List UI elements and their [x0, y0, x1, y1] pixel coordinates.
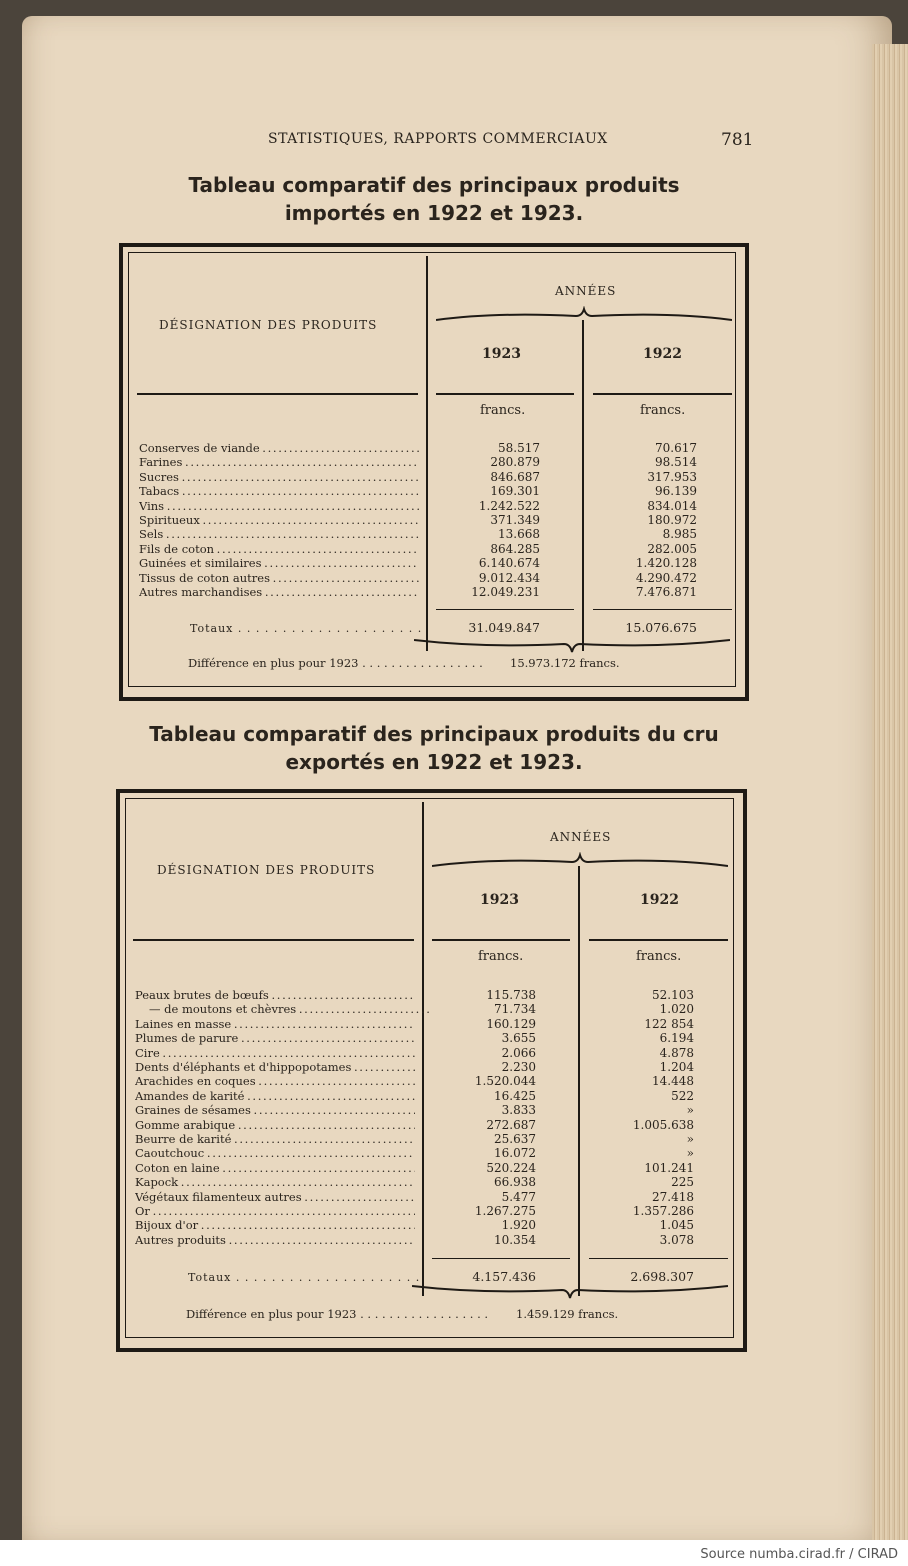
product-name: Autres marchandises . . . — [139, 585, 419, 599]
table-row — [139, 556, 705, 570]
table2-unit-1923: francs. — [478, 949, 524, 964]
value-1923: 66.938 — [494, 1175, 536, 1190]
table-row — [135, 1031, 702, 1045]
table1-years-brace — [436, 306, 732, 326]
value-1922: 1.357.286 — [632, 1204, 694, 1218]
value-1922: 14.448 — [652, 1074, 694, 1089]
table-row — [135, 1218, 702, 1232]
value-1922: 52.103 — [652, 988, 694, 1002]
table-row — [135, 1002, 702, 1016]
value-1922: 96.139 — [655, 484, 697, 499]
table2-years-brace — [432, 852, 728, 872]
value-1922: 8.985 — [662, 527, 697, 542]
table-row — [139, 455, 705, 469]
value-1922: 1.420.128 — [635, 556, 697, 571]
product-name: Cire . . . — [135, 1046, 415, 1060]
table1-unit-1922: francs. — [640, 403, 686, 418]
table-row — [135, 1046, 702, 1060]
value-1922: 1.045 — [659, 1218, 694, 1233]
table1-year-1923: 1923 — [482, 346, 521, 362]
value-1922: 6.194 — [659, 1031, 694, 1046]
value-1923: 12.049.231 — [471, 585, 540, 599]
value-1923: 58.517 — [498, 441, 540, 455]
product-name: Végétaux filamenteux autres . . . — [135, 1190, 415, 1204]
product-name: Or . . . — [135, 1204, 415, 1218]
table-row — [139, 527, 705, 541]
table-row — [139, 585, 705, 599]
table2-year-1922: 1922 — [640, 892, 679, 908]
table-row — [135, 1089, 702, 1103]
table-row — [135, 1074, 702, 1088]
product-name: Beurre de karité . . . — [135, 1132, 415, 1146]
value-1923: 6.140.674 — [478, 556, 540, 571]
table1-year-1922: 1922 — [643, 346, 682, 362]
value-1923: 71.734 — [494, 1002, 536, 1017]
table2-difference-value: 1.459.129 francs. — [516, 1307, 619, 1321]
value-1922: 834.014 — [647, 498, 697, 513]
table2-title-line1: Tableau comparatif des principaux produits du cru — [149, 722, 719, 746]
table-row — [139, 499, 705, 513]
value-1923: 115.738 — [486, 988, 536, 1002]
value-1922: 4.290.472 — [635, 570, 697, 585]
value-1922: 122 854 — [644, 1016, 694, 1031]
table1-header-rule-2 — [436, 393, 574, 395]
table1-total-1922: 15.076.675 — [625, 620, 697, 635]
value-1923: 846.687 — [490, 469, 540, 484]
value-1922: 7.476.871 — [635, 585, 697, 599]
value-1922: 282.005 — [647, 541, 697, 556]
value-1923: 1.242.522 — [478, 498, 540, 513]
value-1923: 16.425 — [494, 1088, 536, 1103]
table1-difference: Différence en plus pour 1923 . . . . . . . . . . . . . . . . . — [188, 656, 483, 670]
value-1923: 169.301 — [490, 484, 540, 499]
value-1923: 10.354 — [494, 1232, 536, 1247]
product-name: Guinées et similaires . . . — [139, 556, 419, 570]
product-name: Plumes de parure . . . — [135, 1031, 415, 1045]
value-1922: 1.204 — [659, 1060, 694, 1074]
value-1923: 272.687 — [486, 1117, 536, 1132]
table1-title-line1: Tableau comparatif des principaux produits — [188, 173, 680, 197]
value-1922: » — [686, 1132, 694, 1146]
table1-header-rule-3 — [593, 393, 732, 395]
value-1923: 13.668 — [498, 527, 540, 542]
table-row — [139, 513, 705, 527]
table2-total-label: Totaux . . . . . . . . . . . . . . . . . . . . . — [188, 1271, 421, 1284]
product-name: — de moutons et chèvres . . . — [135, 1002, 429, 1016]
table-row — [135, 1233, 702, 1247]
value-1923: 1.267.275 — [474, 1204, 536, 1218]
table2-total-1922: 2.698.307 — [630, 1269, 694, 1284]
product-name: Autres produits . . . — [135, 1233, 415, 1247]
value-1922: 70.617 — [655, 441, 697, 455]
table1-title-line2: importés en 1922 et 1923. — [284, 201, 584, 225]
value-1923: 25.637 — [494, 1132, 536, 1146]
value-1923: 371.349 — [490, 513, 540, 527]
table-row — [135, 1118, 702, 1132]
product-name: Spiritueux . . . — [139, 513, 419, 527]
table2-header-rule-3 — [589, 939, 728, 941]
table1-total-1923: 31.049.847 — [468, 620, 540, 635]
value-1922: 3.078 — [659, 1232, 694, 1247]
product-name: Amandes de karité . . . — [135, 1089, 415, 1103]
page-number: 781 — [721, 130, 754, 150]
table2-header-rule-1 — [133, 939, 414, 941]
table1-designation-header: DÉSIGNATION DES PRODUITS — [159, 318, 378, 332]
product-name: Tabacs . . . — [139, 484, 419, 498]
value-1923: 5.477 — [501, 1189, 536, 1204]
table-row — [139, 542, 705, 556]
table2-years-header: ANNÉES — [550, 830, 612, 844]
table-row — [139, 441, 705, 455]
value-1923: 2.230 — [501, 1060, 536, 1074]
product-name: Sucres . . . — [139, 470, 419, 484]
table1-unit-1923: francs. — [480, 403, 526, 418]
value-1922: 180.972 — [647, 513, 697, 527]
value-1922: 101.241 — [644, 1160, 694, 1175]
value-1923: 3.655 — [501, 1031, 536, 1046]
table2-header-rule-2 — [432, 939, 570, 941]
value-1923: 1.920 — [501, 1218, 536, 1233]
table1-total-rule-1 — [436, 609, 574, 610]
product-name: Coton en laine . . . — [135, 1161, 415, 1175]
product-name: Conserves de viande . . . — [139, 441, 419, 455]
product-name: Sels . . . — [139, 527, 419, 541]
value-1922: 317.953 — [647, 469, 697, 484]
table-row — [139, 470, 705, 484]
table1-total-brace — [414, 636, 730, 654]
table2-total-rule-2 — [589, 1258, 728, 1259]
table1-total-rule-2 — [593, 609, 732, 610]
table-row — [135, 1132, 702, 1146]
table2-difference: Différence en plus pour 1923 . . . . . . . . . . . . . . . . . . — [186, 1307, 489, 1321]
table2-total-brace — [412, 1282, 728, 1300]
table2-total-1923: 4.157.436 — [472, 1269, 536, 1284]
value-1922: 522 — [671, 1088, 694, 1103]
table-row — [135, 1161, 702, 1175]
value-1923: 3.833 — [501, 1103, 536, 1118]
product-name: Tissus de coton autres . . . — [139, 571, 419, 585]
value-1922: 27.418 — [652, 1189, 694, 1204]
value-1922: 1.005.638 — [632, 1117, 694, 1132]
table1-years-header: ANNÉES — [555, 284, 617, 298]
product-name: Bijoux d'or . . . — [135, 1218, 415, 1232]
product-name: Caoutchouc . . . — [135, 1146, 415, 1160]
value-1922: » — [686, 1146, 694, 1161]
value-1923: 864.285 — [490, 541, 540, 556]
table-row — [135, 1175, 702, 1189]
value-1922: 98.514 — [655, 455, 697, 470]
table2-total-rule-1 — [432, 1258, 570, 1259]
table-row — [139, 484, 705, 498]
table-row — [139, 571, 705, 585]
product-name: Gomme arabique . . . — [135, 1118, 415, 1132]
product-name: Arachides en coques . . . — [135, 1074, 415, 1088]
value-1923: 1.520.044 — [474, 1074, 536, 1089]
table2-designation-header: DÉSIGNATION DES PRODUITS — [157, 863, 376, 877]
value-1923: 2.066 — [501, 1045, 536, 1060]
value-1922: 4.878 — [659, 1045, 694, 1060]
product-name: Laines en masse . . . — [135, 1017, 415, 1031]
product-name: Kapock . . . — [135, 1175, 415, 1189]
table-row — [135, 988, 702, 1002]
source-credit: Source numba.cirad.fr / CIRAD — [700, 1547, 898, 1562]
value-1923: 520.224 — [486, 1160, 536, 1175]
running-head: STATISTIQUES, RAPPORTS COMMERCIAUX — [268, 131, 608, 147]
table-row — [135, 1190, 702, 1204]
product-name: Vins . . . — [139, 499, 419, 513]
table1-difference-value: 15.973.172 francs. — [510, 656, 620, 670]
product-name: Farines . . . — [139, 455, 419, 469]
value-1922: 225 — [671, 1175, 694, 1190]
value-1922: » — [686, 1103, 694, 1118]
table2-title-line2: exportés en 1922 et 1923. — [285, 750, 583, 774]
table2-unit-1922: francs. — [636, 949, 682, 964]
product-name: Fils de coton . . . — [139, 542, 419, 556]
product-name: Graines de sésames . . . — [135, 1103, 415, 1117]
table-row — [135, 1146, 702, 1160]
table-row — [135, 1060, 702, 1074]
product-name: Peaux brutes de bœufs . . . — [135, 988, 415, 1002]
table-row — [135, 1017, 702, 1031]
page-edges — [872, 44, 908, 1540]
value-1923: 16.072 — [494, 1146, 536, 1161]
table2-year-1923: 1923 — [480, 892, 519, 908]
table-row — [135, 1103, 702, 1117]
value-1922: 1.020 — [659, 1002, 694, 1017]
table1-total-label: Totaux . . . . . . . . . . . . . . . . . . . . . — [190, 622, 423, 635]
value-1923: 9.012.434 — [478, 570, 540, 585]
value-1923: 160.129 — [486, 1016, 536, 1031]
product-name: Dents d'éléphants et d'hippopotames . . . — [135, 1060, 415, 1074]
table-row — [135, 1204, 702, 1218]
table1-header-rule-1 — [137, 393, 418, 395]
value-1923: 280.879 — [490, 455, 540, 470]
